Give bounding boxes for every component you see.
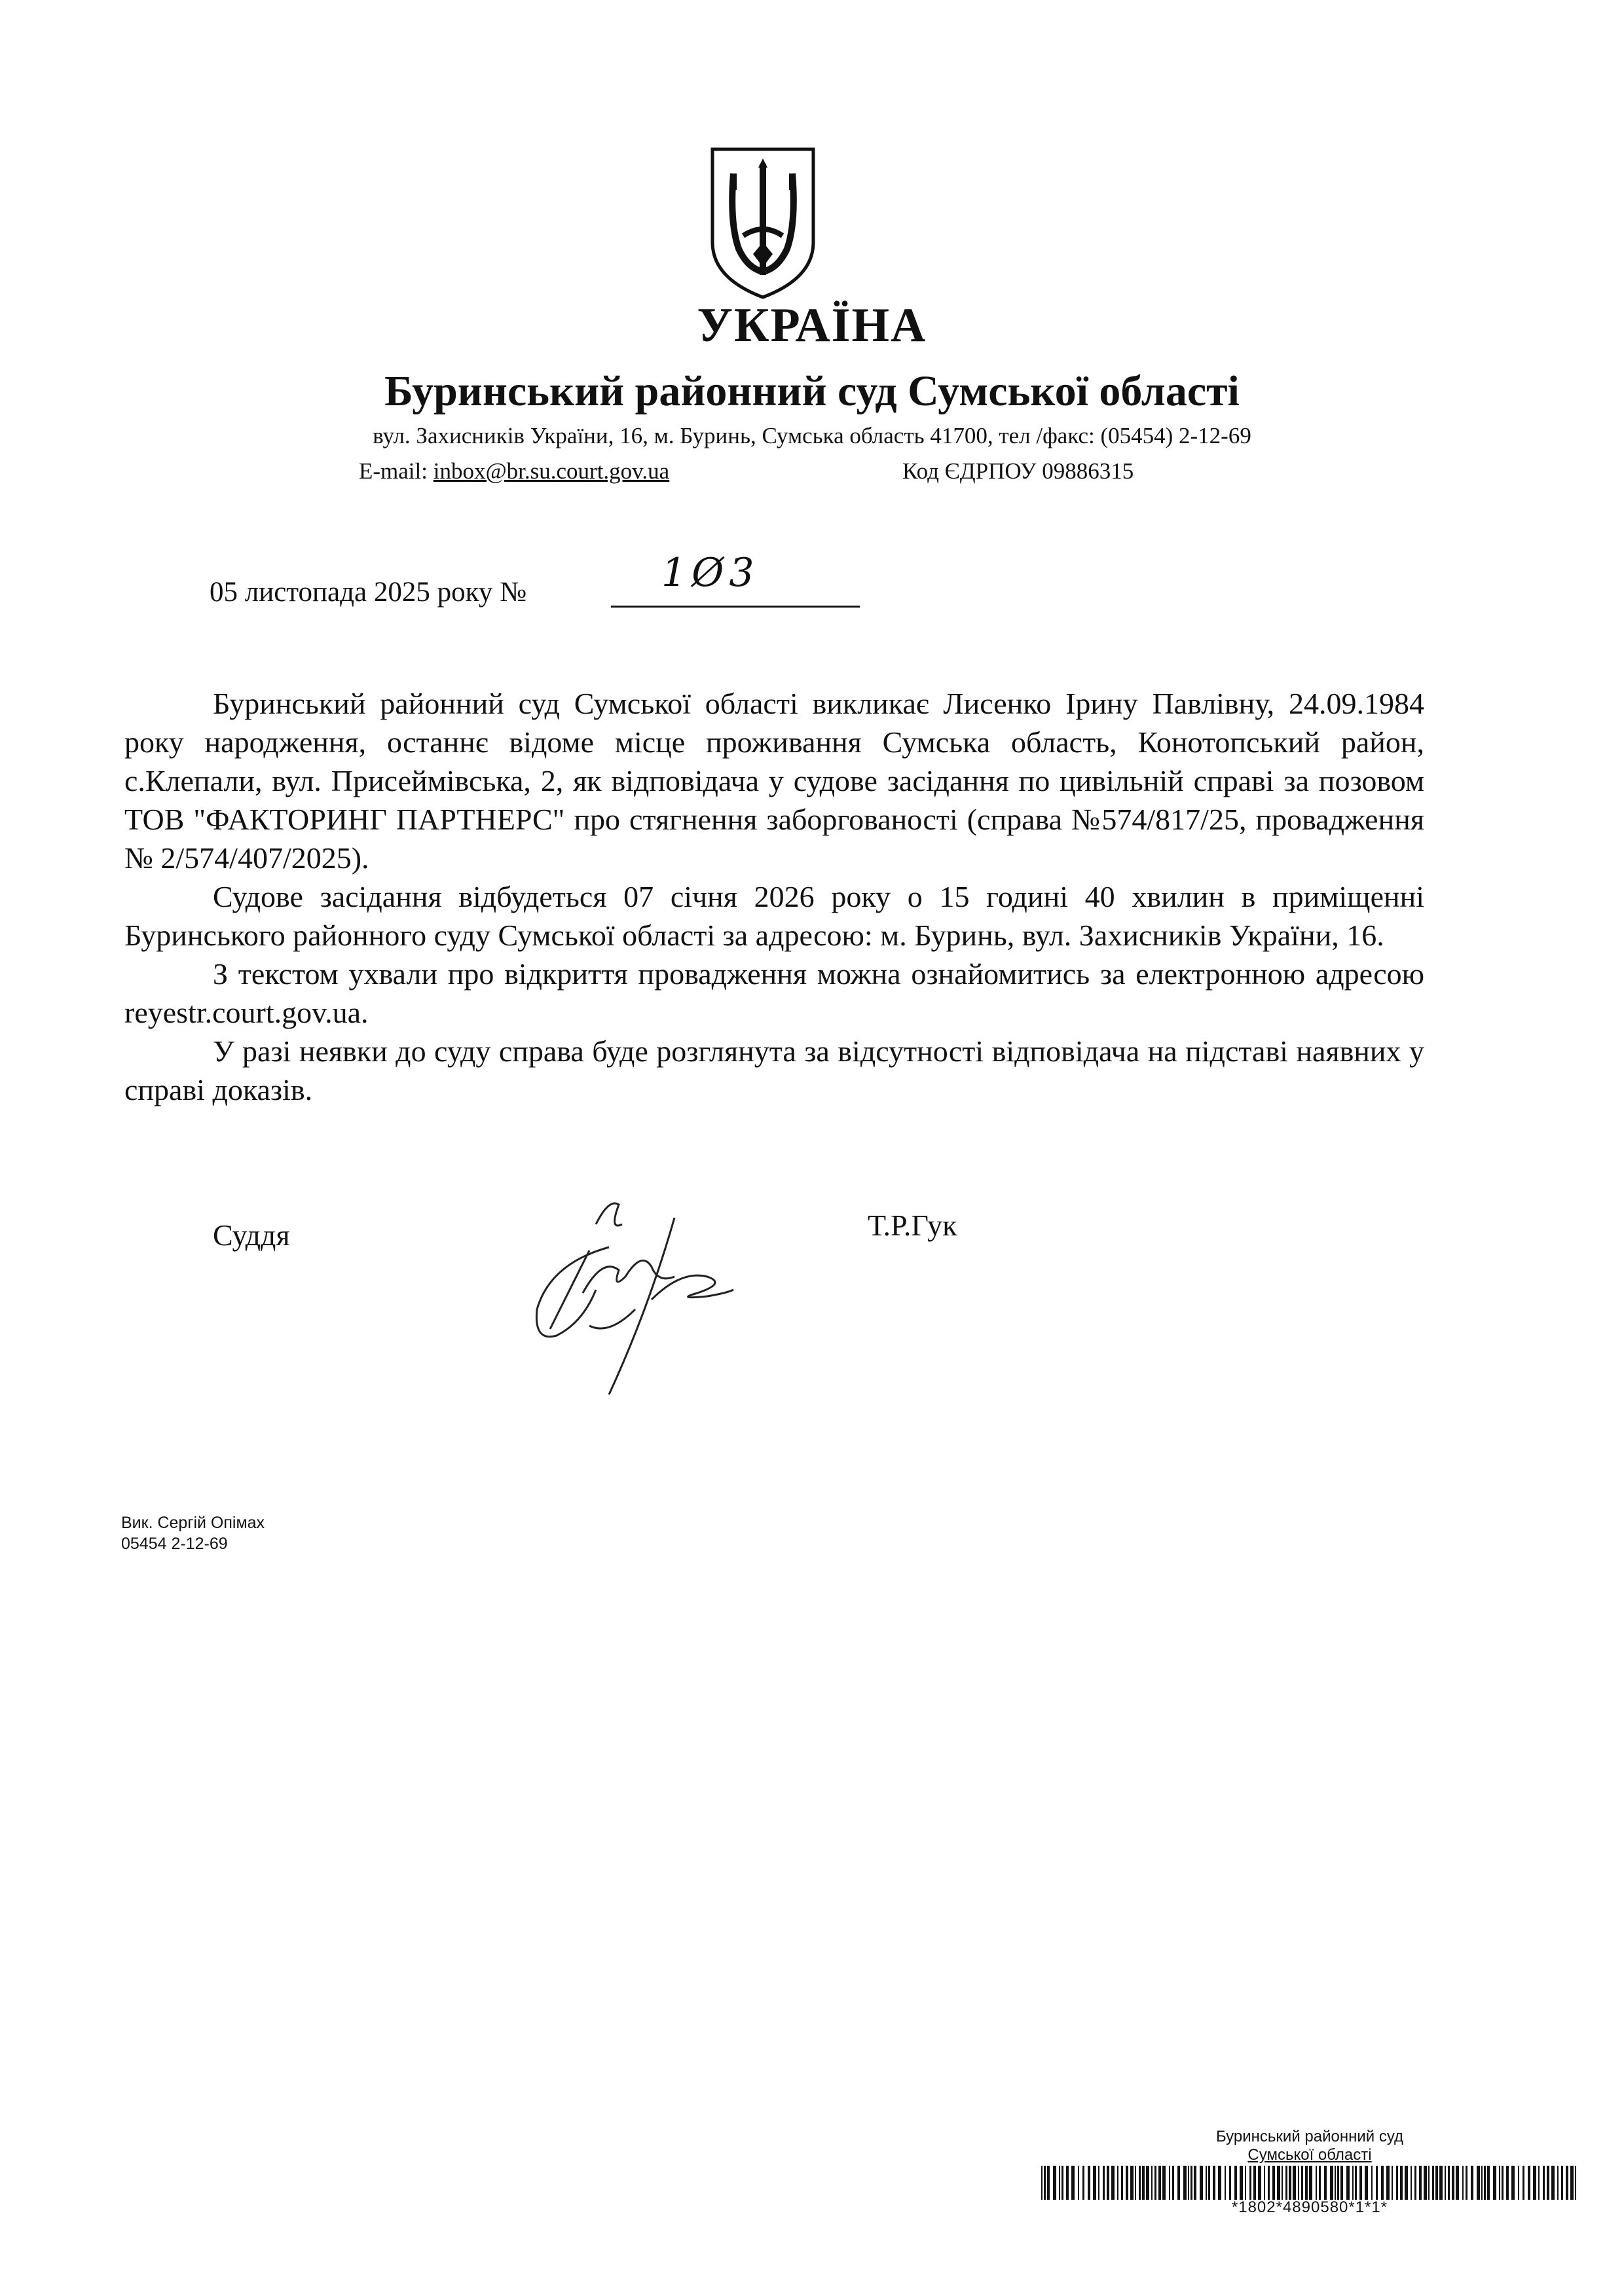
barcode-bar [1414, 2166, 1416, 2200]
barcode-bar [1365, 2166, 1368, 2200]
barcode-bar [1142, 2166, 1145, 2200]
barcode-bar [1538, 2166, 1540, 2200]
handwritten-number: 1Ø3 [661, 550, 760, 596]
barcode-bar [1493, 2166, 1496, 2200]
barcode-bar [1078, 2166, 1079, 2200]
barcode-bar [1206, 2166, 1207, 2200]
barcode-bar [1044, 2166, 1046, 2200]
barcode-bar [1330, 2166, 1333, 2200]
barcode-number: *1802*4890580*1*1* [1231, 2198, 1388, 2216]
barcode-bar [1098, 2166, 1099, 2200]
barcode-bar [1293, 2166, 1296, 2200]
court-name: Буринський районний суд Сумської області [384, 367, 1240, 415]
barcode-bar [1477, 2166, 1480, 2200]
barcode-bar [1282, 2166, 1283, 2200]
barcode-bar [1162, 2166, 1166, 2200]
barcode-bar [1066, 2166, 1069, 2200]
barcode-bar [1511, 2166, 1515, 2200]
barcode-bar [1405, 2166, 1408, 2200]
barcode-bar [1268, 2166, 1270, 2200]
body-paragraph: З текстом ухвали про відкриття провадження можна ознайомитись за електронною адресою reyestr.court.gov.ua. [124, 957, 1424, 1029]
barcode-bar [1093, 2166, 1096, 2200]
barcode-bar [1411, 2166, 1412, 2200]
barcode-bar [1499, 2166, 1500, 2200]
barcode-bar [1518, 2166, 1519, 2200]
barcode-bar [1301, 2166, 1303, 2200]
stamp-org-line2: Сумської області [1247, 2146, 1372, 2164]
barcode-bar [1570, 2166, 1574, 2200]
barcode-bar [1561, 2166, 1563, 2200]
barcode-bar [1245, 2166, 1246, 2200]
barcode-icon [1041, 2166, 1578, 2200]
barcode-bar [1381, 2166, 1384, 2200]
barcode-bar [1088, 2166, 1090, 2200]
barcode-bar [1400, 2166, 1403, 2200]
barcode-bar [1352, 2166, 1354, 2200]
barcode-bar [1071, 2166, 1075, 2200]
barcode-bar [1432, 2166, 1434, 2200]
barcode-bar [1456, 2166, 1459, 2200]
barcode-bar [1188, 2166, 1189, 2200]
barcode-bar [1139, 2166, 1141, 2200]
barcode-bar [1543, 2166, 1545, 2200]
executor-block [121, 1512, 265, 1554]
barcode-bar [1190, 2166, 1192, 2200]
barcode-bar [1324, 2166, 1327, 2200]
barcode-bar [1225, 2166, 1226, 2200]
barcode-bar [1547, 2166, 1549, 2200]
barcode-bar [1533, 2166, 1536, 2200]
barcode-bar [1107, 2166, 1109, 2200]
barcode-bar [1208, 2166, 1210, 2200]
barcode-bar [1528, 2166, 1530, 2200]
executor-name: Вик. Сергій Опімах [121, 1514, 265, 1532]
barcode-bar [1059, 2166, 1060, 2200]
barcode-bar [1258, 2166, 1261, 2200]
executor-phone: 05454 2-12-69 [121, 1535, 228, 1553]
barcode-bar [1285, 2166, 1287, 2200]
barcode-bar [1130, 2166, 1134, 2200]
barcode-bar [1376, 2166, 1378, 2200]
barcode-bar [1126, 2166, 1128, 2200]
email-line [359, 458, 669, 484]
body-paragraph: Буринський районний суд Сумської області викликає Лисенко Ірину Павлівну, 24.09.1984 року народження, останнє відоме місце проживання Сумська область, Конотопський район, с.Клепали, вул. Присеймівська, 2, як відповідача у судове засідання по цивільній справі за позовом ТОВ "ФАКТОРИНГ ПАРТНЕРС" про стягнення заборгованості (справа №574/817/25, провадження № 2/574/407/2025). [124, 687, 1424, 875]
barcode-bar [1575, 2166, 1576, 2200]
barcode-bar [1319, 2166, 1321, 2200]
barcode-bar [1316, 2166, 1317, 2200]
barcode-bar [1249, 2166, 1251, 2200]
barcode-bar [1305, 2166, 1308, 2200]
barcode-bar [1041, 2166, 1043, 2200]
number-underline [611, 606, 860, 608]
barcode-bar [1471, 2166, 1473, 2200]
registration-stamp [1041, 2128, 1578, 2217]
barcode-bar [1154, 2166, 1156, 2200]
barcode-bar [1264, 2166, 1265, 2200]
barcode-bar [1298, 2166, 1299, 2200]
barcode-bar [1082, 2166, 1084, 2200]
country-title: УКРАЇНА [697, 299, 927, 352]
barcode-bar [1309, 2166, 1312, 2200]
barcode-bar [1169, 2166, 1170, 2200]
barcode-bar [1047, 2166, 1050, 2200]
barcode-bar [1289, 2166, 1291, 2200]
barcode-bar [1506, 2166, 1509, 2200]
barcode-bar [1439, 2166, 1443, 2200]
barcode-bar [1229, 2166, 1231, 2200]
barcode-bar [1337, 2166, 1339, 2200]
barcode-bar [1121, 2166, 1123, 2200]
barcode-bar [1396, 2166, 1398, 2200]
barcode-bar [1146, 2166, 1149, 2200]
barcode-bar [1177, 2166, 1180, 2200]
barcode-bar [1448, 2166, 1450, 2200]
trident-coat-of-arms-icon [707, 144, 819, 301]
barcode-bar [1111, 2166, 1115, 2200]
barcode-bar [1234, 2166, 1237, 2200]
email-link[interactable]: inbox@br.su.court.gov.ua [433, 458, 670, 484]
barcode-bar [1452, 2166, 1454, 2200]
barcode-bar [1335, 2166, 1336, 2200]
barcode-bar [1481, 2166, 1483, 2200]
judge-name: Т.Р.Гук [868, 1209, 957, 1242]
barcode-bar [1522, 2166, 1524, 2200]
body-paragraph: Судове засідання відбудеться 07 січня 2026 року о 15 годині 40 хвилин в приміщенні Буринського районного суду Сумської області за адресою: м. Буринь, вул. Захисників України, 16. [124, 880, 1424, 952]
barcode-bar [1359, 2166, 1362, 2200]
barcode-bar [1103, 2166, 1105, 2200]
barcode-bar [1213, 2166, 1215, 2200]
barcode-bar [1253, 2166, 1256, 2200]
barcode-bar [1487, 2166, 1490, 2200]
barcode-bar [1566, 2166, 1568, 2200]
handwritten-signature-icon [511, 1178, 773, 1401]
judge-label: Суддя [213, 1218, 290, 1252]
barcode-bar [1194, 2166, 1196, 2200]
barcode-bar [1277, 2166, 1280, 2200]
barcode-bar [1355, 2166, 1357, 2200]
barcode-bar [1462, 2166, 1464, 2200]
barcode-bar [1240, 2166, 1243, 2200]
barcode-bar [1272, 2166, 1275, 2200]
barcode-bar [1551, 2166, 1555, 2200]
barcode-bar [1151, 2166, 1153, 2200]
barcode-bar [1428, 2166, 1430, 2200]
court-address: вул. Захисників України, 16, м. Буринь, Сумська область 41700, тел /факс: (05454) 2-12-69 [373, 423, 1251, 448]
barcode-bar [1466, 2166, 1467, 2200]
barcode-bar [1419, 2166, 1422, 2200]
email-label: E-mail: [359, 458, 434, 484]
barcode-bar [1135, 2166, 1136, 2200]
barcode-bar [1502, 2166, 1504, 2200]
edrpou-code: Код ЄДРПОУ 09886315 [902, 458, 1134, 484]
stamp-org-line1: Буринський районний суд [1215, 2128, 1404, 2145]
barcode-bar [1435, 2166, 1438, 2200]
barcode-bar [1386, 2166, 1390, 2200]
barcode-bar [1158, 2166, 1161, 2200]
barcode-bar [1371, 2166, 1373, 2200]
letter-date: 05 листопада 2025 року № [210, 577, 527, 608]
barcode-bar [1484, 2166, 1486, 2200]
barcode-bar [1392, 2166, 1393, 2200]
barcode-bar [1346, 2166, 1350, 2200]
letter-body [124, 684, 1424, 1109]
barcode-bar [1061, 2166, 1063, 2200]
barcode-bar [1445, 2166, 1446, 2200]
barcode-bar [1172, 2166, 1174, 2200]
barcode-bar [1117, 2166, 1118, 2200]
barcode-bar [1218, 2166, 1221, 2200]
barcode-bar [1557, 2166, 1559, 2200]
body-paragraph: У разі неявки до суду справа буде розглянута за відсутності відповідача на підставі наявних у справі доказів. [124, 1034, 1424, 1106]
barcode-bar [1200, 2166, 1203, 2200]
barcode-bar [1053, 2166, 1056, 2200]
barcode-bar [1340, 2166, 1343, 2200]
barcode-bar [1424, 2166, 1427, 2200]
barcode-bar [1183, 2166, 1187, 2200]
